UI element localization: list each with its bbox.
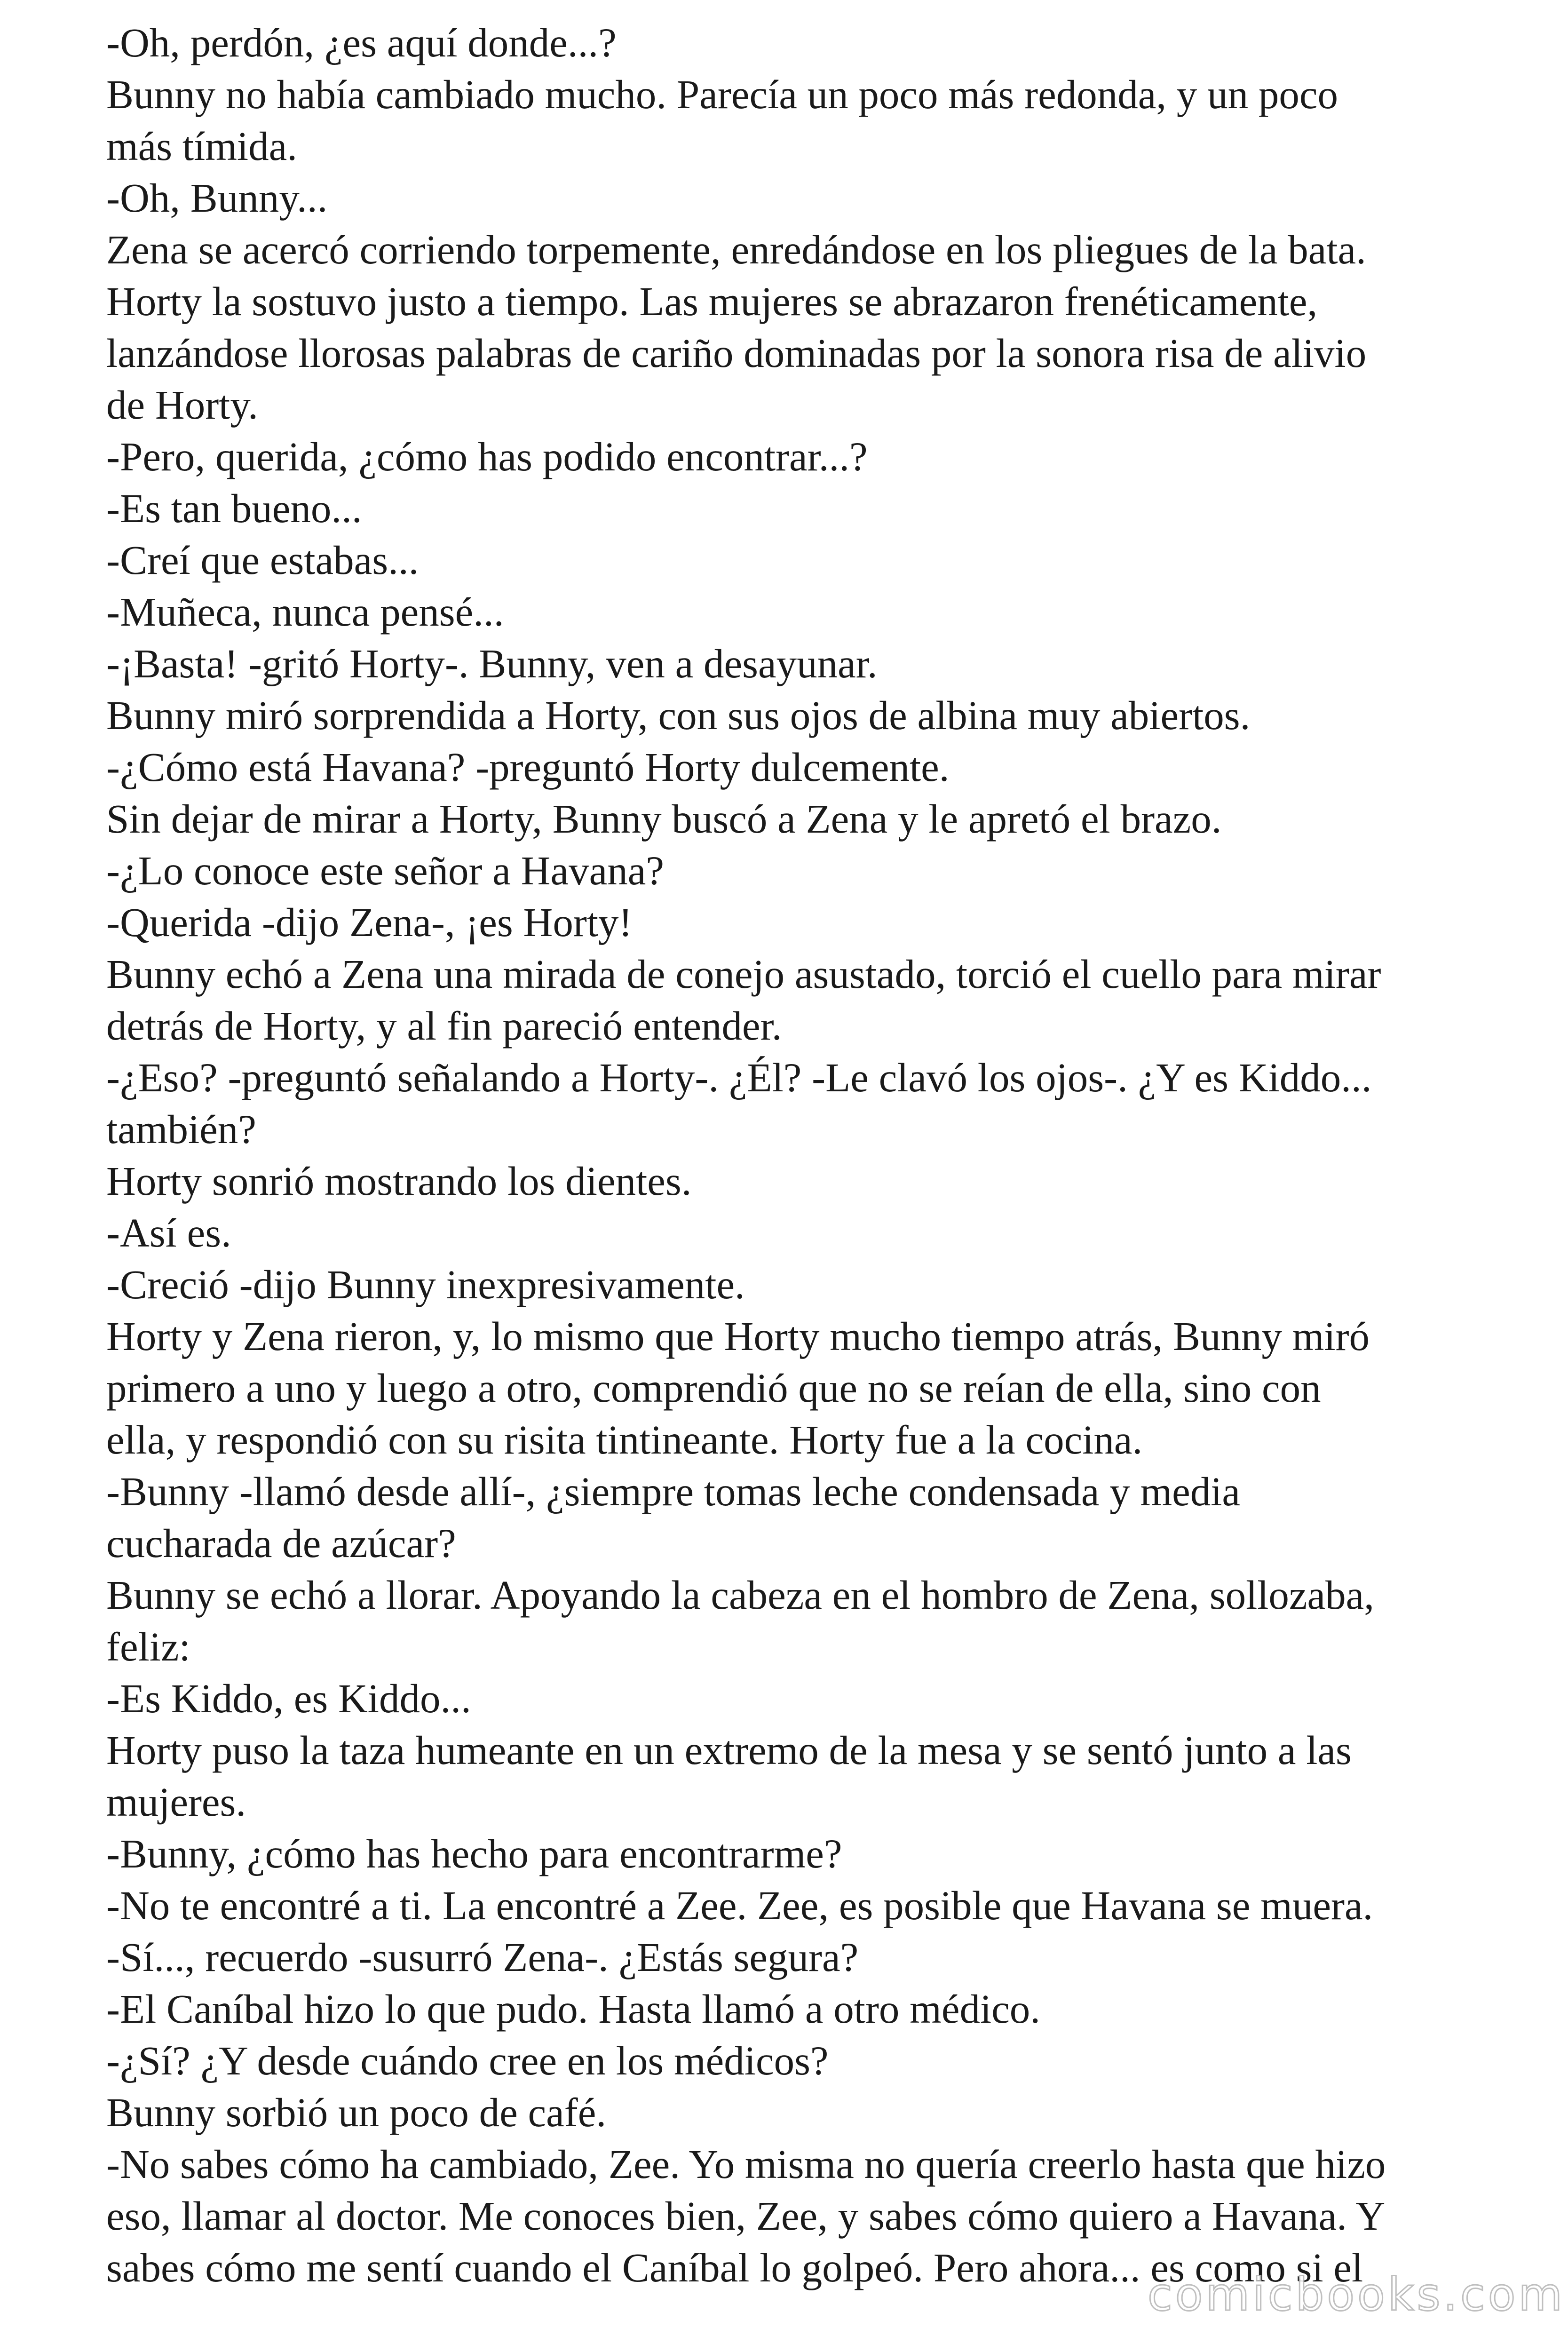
text-line: sabes cómo me sentí cuando el Caníbal lo golpeó. Pero ahora... es como si el — [106, 2245, 1363, 2290]
text-line: primero a uno y luego a otro, comprendió que no se reían de ella, sino con — [106, 1365, 1321, 1411]
text-line: -Querida -dijo Zena-, ¡es Horty! — [106, 899, 633, 945]
text-line: feliz: — [106, 1624, 190, 1669]
text-line: Bunny no había cambiado mucho. Parecía un poco más redonda, y un poco — [106, 72, 1338, 117]
text-line: -Creí que estabas... — [106, 537, 419, 583]
text-line: -No sabes cómo ha cambiado, Zee. Yo misma no quería creerlo hasta que hizo — [106, 2141, 1386, 2187]
text-line: -¿Cómo está Havana? -preguntó Horty dulcemente. — [106, 744, 950, 790]
text-line: -¡Basta! -gritó Horty-. Bunny, ven a desayunar. — [106, 641, 878, 686]
text-line: -El Caníbal hizo lo que pudo. Hasta llamó a otro médico. — [106, 1986, 1041, 2032]
text-line: Bunny sorbió un poco de café. — [106, 2090, 607, 2135]
text-line: Bunny se echó a llorar. Apoyando la cabeza en el hombro de Zena, sollozaba, — [106, 1572, 1375, 1618]
text-line: -Así es. — [106, 1210, 231, 1255]
text-line: Horty sonrió mostrando los dientes. — [106, 1158, 692, 1204]
text-line: -Oh, perdón, ¿es aquí donde...? — [106, 20, 617, 65]
text-line: -Muñeca, nunca pensé... — [106, 589, 504, 635]
text-line: -Creció -dijo Bunny inexpresivamente. — [106, 1262, 745, 1307]
text-line: Horty puso la taza humeante en un extremo de la mesa y se sentó junto a las — [106, 1727, 1352, 1773]
text-line: eso, llamar al doctor. Me conoces bien, Zee, y sabes cómo quiero a Havana. Y — [106, 2193, 1386, 2239]
text-line: -Es Kiddo, es Kiddo... — [106, 1676, 471, 1721]
text-line: -Bunny -llamó desde allí-, ¿siempre tomas leche condensada y media — [106, 1469, 1241, 1514]
text-line: Sin dejar de mirar a Horty, Bunny buscó a Zena y le apretó el brazo. — [106, 796, 1222, 842]
text-line: -Sí..., recuerdo -susurró Zena-. ¿Estás segura? — [106, 1934, 859, 1980]
text-line: Bunny miró sorprendida a Horty, con sus ojos de albina muy abiertos. — [106, 692, 1251, 738]
text-line: lanzándose llorosas palabras de cariño dominadas por la sonora risa de alivio — [106, 330, 1367, 376]
text-line: detrás de Horty, y al fin pareció entender. — [106, 1003, 782, 1049]
watermark-text: comicbooks.com — [1148, 2268, 1566, 2321]
text-line: -¿Sí? ¿Y desde cuándo cree en los médicos? — [106, 2038, 829, 2083]
text-line: más tímida. — [106, 123, 297, 169]
text-line: de Horty. — [106, 382, 258, 428]
text-line: Zena se acercó corriendo torpemente, enredándose en los pliegues de la bata. — [106, 227, 1366, 272]
text-line: Bunny echó a Zena una mirada de conejo asustado, torció el cuello para mirar — [106, 951, 1381, 997]
text-line: -¿Lo conoce este señor a Havana? — [106, 848, 664, 893]
text-line: -¿Eso? -preguntó señalando a Horty-. ¿Él? -Le clavó los ojos-. ¿Y es Kiddo... — [106, 1055, 1372, 1100]
text-line: Horty y Zena rieron, y, lo mismo que Horty mucho tiempo atrás, Bunny miró — [106, 1313, 1370, 1359]
text-line: -Bunny, ¿cómo has hecho para encontrarme? — [106, 1831, 842, 1876]
text-line: cucharada de azúcar? — [106, 1520, 456, 1566]
text-line: -Pero, querida, ¿cómo has podido encontrar...? — [106, 434, 868, 479]
text-line: también? — [106, 1106, 256, 1152]
body-text — [106, 17, 1517, 2294]
text-line: -Oh, Bunny... — [106, 175, 328, 221]
text-line: mujeres. — [106, 1779, 246, 1825]
text-line: -Es tan bueno... — [106, 485, 362, 531]
text-line: ella, y respondió con su risita tintineante. Horty fue a la cocina. — [106, 1417, 1143, 1462]
text-line: -No te encontré a ti. La encontré a Zee. Zee, es posible que Havana se muera. — [106, 1883, 1373, 1928]
text-line: Horty la sostuvo justo a tiempo. Las mujeres se abrazaron frenéticamente, — [106, 278, 1318, 324]
